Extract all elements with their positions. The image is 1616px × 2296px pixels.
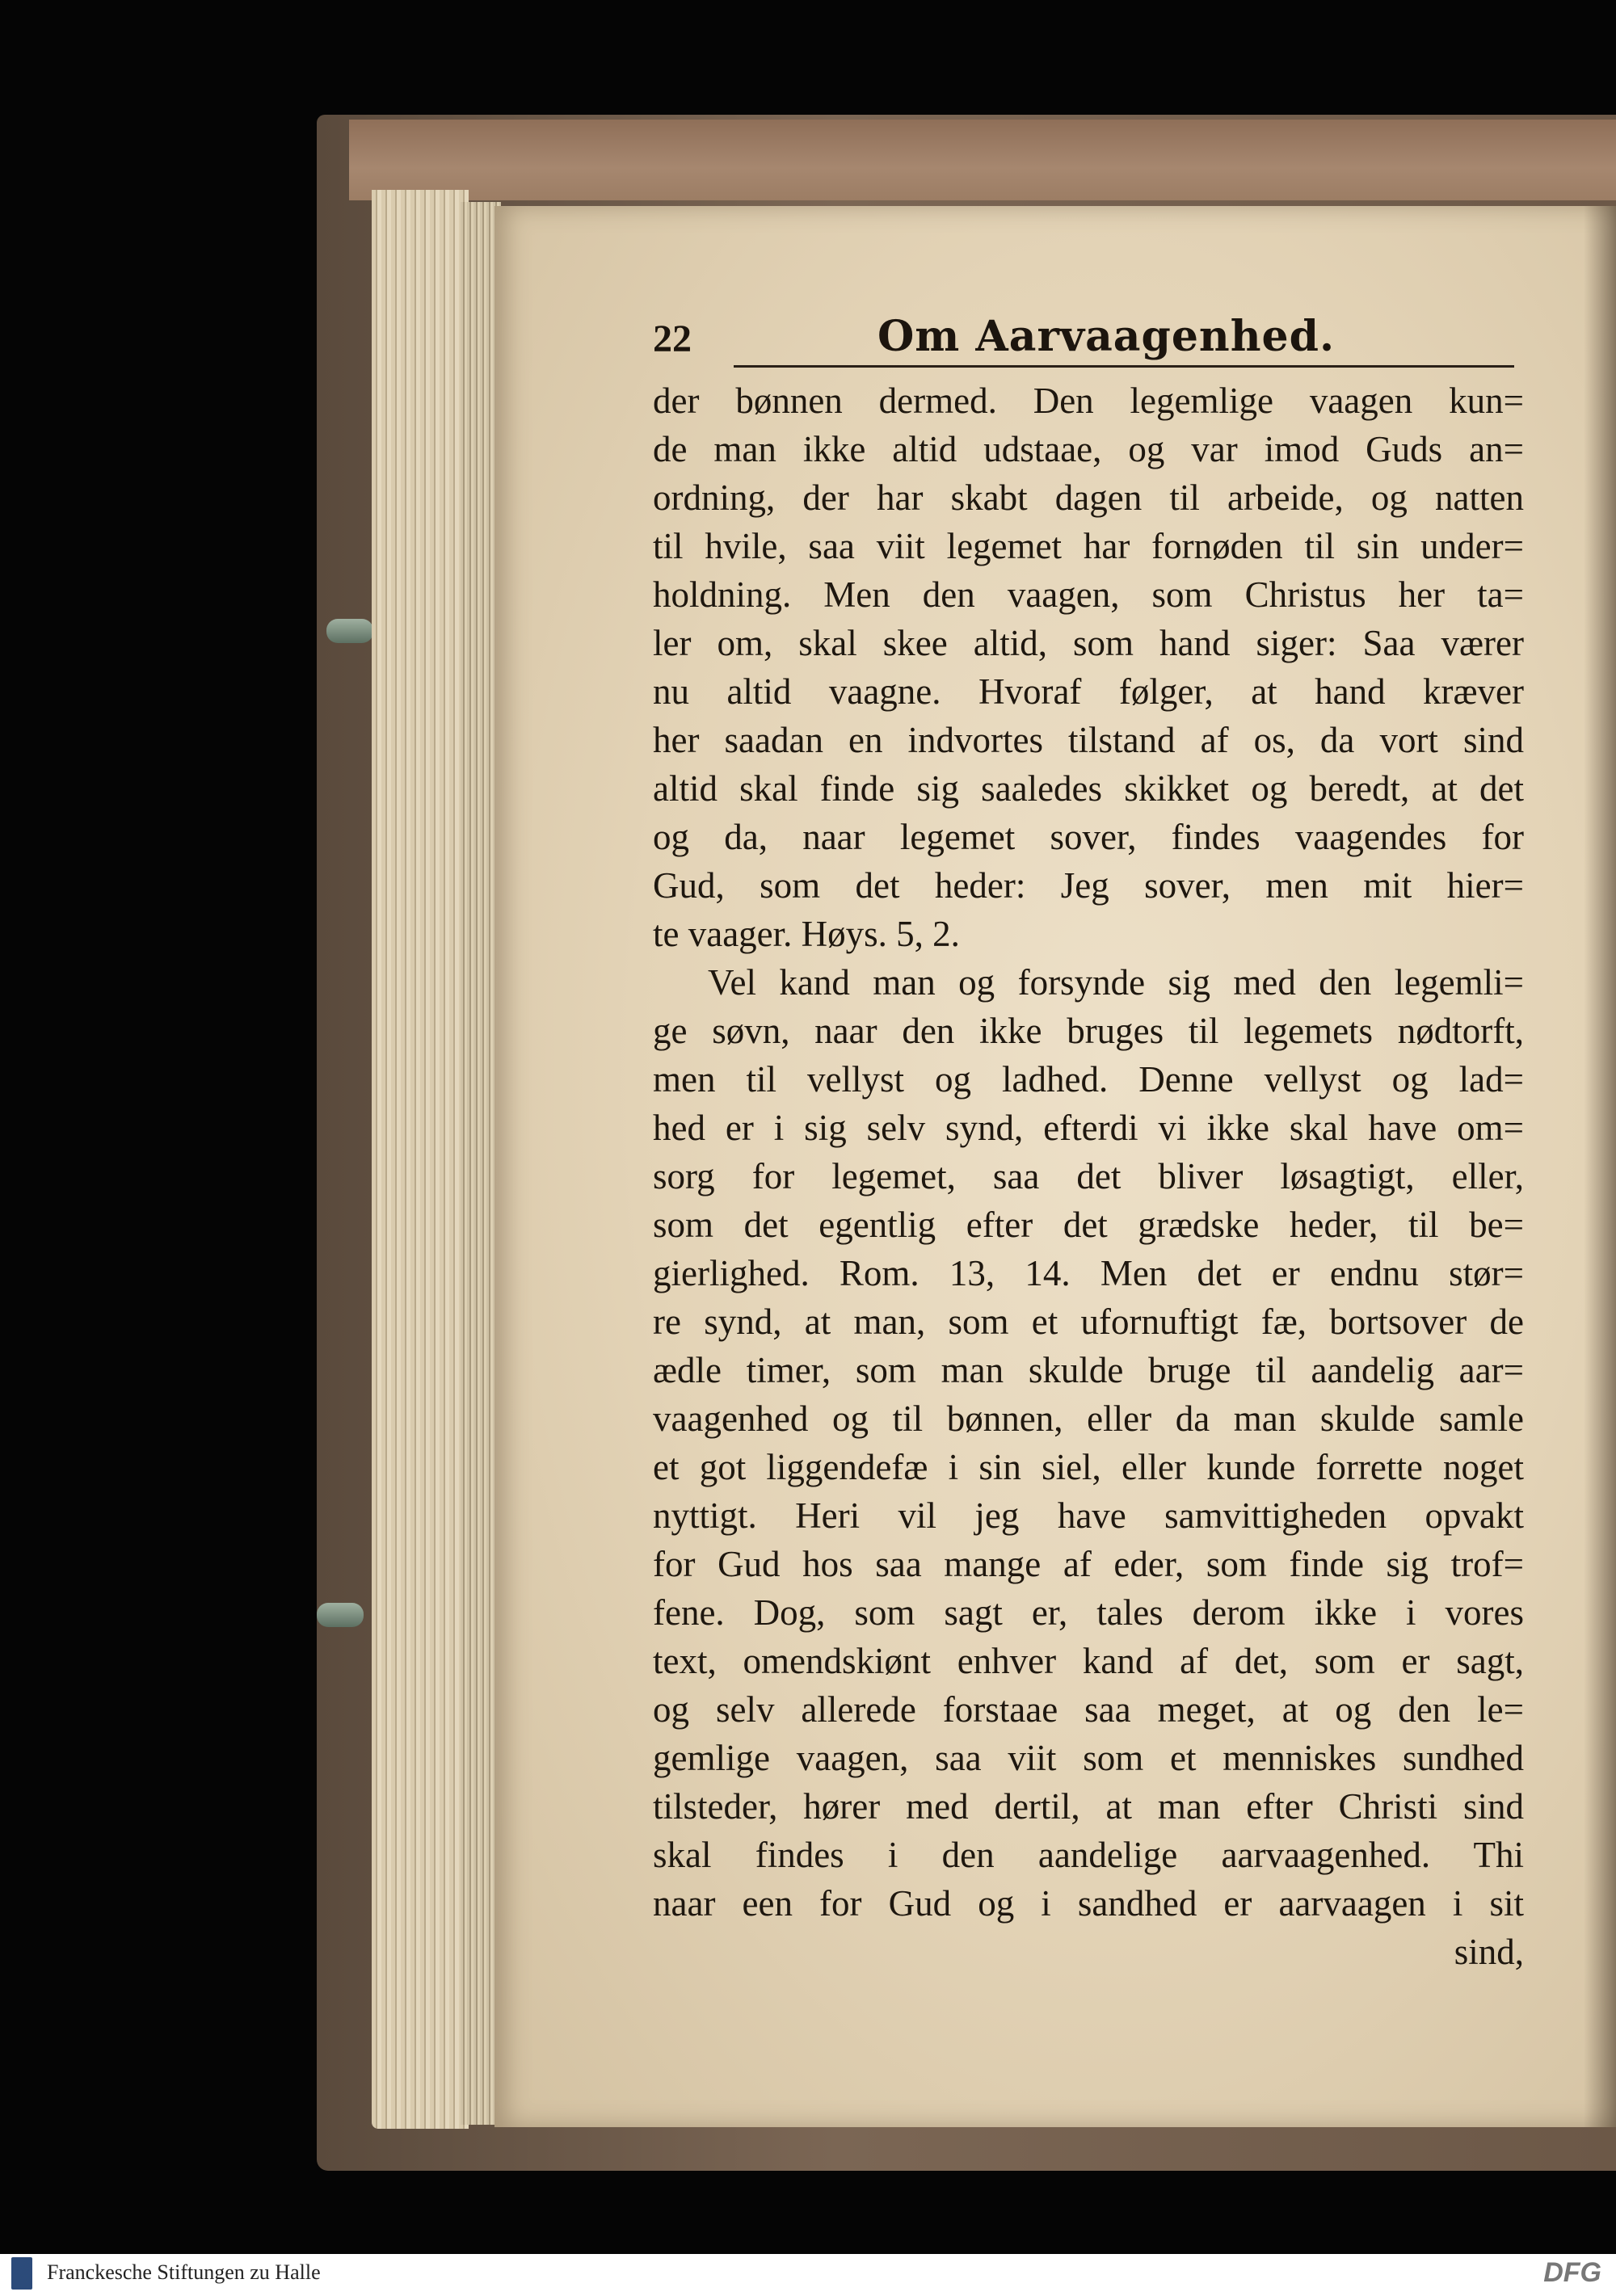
footer-bar — [0, 2254, 1616, 2296]
text-line: Gud, som det heder: Jeg sover, men mit hier= — [653, 865, 1524, 906]
text-line: Vel kand man og forsynde sig med den legemli= — [708, 962, 1524, 1003]
text-line: re synd, at man, som et ufornuftigt fæ, bortsover de — [653, 1301, 1524, 1342]
running-head — [653, 312, 1516, 375]
text-line: te vaager. Høys. 5, 2. — [653, 914, 960, 954]
text-line: tilsteder, hører med dertil, at man efter Christi sind — [653, 1786, 1524, 1827]
page-title: Om Aarvaagenhed. — [877, 312, 1336, 361]
institution-logo-icon — [11, 2257, 32, 2290]
text-line: nyttigt. Heri vil jeg have samvittigheden opvakt — [653, 1495, 1524, 1536]
text-line: der bønnen dermed. Den legemlige vaagen kun= — [653, 381, 1524, 421]
text-line: som det egentlig efter det grædske heder, til be= — [653, 1205, 1524, 1245]
text-line: de man ikke altid udstaae, og var imod Guds an= — [653, 429, 1524, 469]
text-line: text, omendskiønt enhver kand af det, som er sagt, — [653, 1641, 1524, 1681]
text-line: vaagenhed og til bønnen, eller da man skulde samle — [653, 1398, 1524, 1439]
text-line: naar een for Gud og i sandhed er aarvaagen i sit — [653, 1883, 1524, 1924]
text-line: et got liggendefæ i sin siel, eller kunde forrette noget — [653, 1447, 1524, 1487]
text-line: og da, naar legemet sover, findes vaagendes for — [653, 817, 1524, 857]
page-block-edge — [372, 190, 469, 2129]
page-gutter-shadow — [1584, 206, 1616, 2127]
page-number: 22 — [653, 317, 692, 360]
book-cover-top-edge — [349, 120, 1616, 200]
text-line: sorg for legemet, saa det bliver løsagtigt, eller, — [653, 1156, 1524, 1196]
text-line: for Gud hos saa mange af eder, som finde sig trof= — [653, 1544, 1524, 1584]
text-line: fene. Dog, som sagt er, tales derom ikke i vores — [653, 1592, 1524, 1633]
text-line: hed er i sig selv synd, efterdi vi ikke skal have om= — [653, 1108, 1524, 1148]
clasp-top — [326, 619, 373, 643]
text-line: ge søvn, naar den ikke bruges til legemets nødtorft, — [653, 1011, 1524, 1051]
text-line: til hvile, saa viit legemet har fornøden til sin under= — [653, 526, 1524, 566]
text-line: nu altid vaagne. Hvoraf følger, at hand kræver — [653, 671, 1524, 712]
clasp-bottom — [317, 1603, 364, 1627]
text-line: her saadan en indvortes tilstand af os, da vort sind — [653, 720, 1524, 760]
text-line: men til vellyst og ladhed. Denne vellyst og lad= — [653, 1059, 1524, 1100]
text-line: gemlige vaagen, saa viit som et menniskes sundhed — [653, 1738, 1524, 1778]
text-line: og selv allerede forstaae saa meget, at og den le= — [653, 1689, 1524, 1730]
text-line: ordning, der har skabt dagen til arbeide, og natten — [653, 477, 1524, 518]
text-line: skal findes i den aandelige aarvaagenhed. Thi — [653, 1835, 1524, 1875]
text-line: ler om, skal skee altid, som hand siger: Saa værer — [653, 623, 1524, 663]
catchword: sind, — [1454, 1932, 1524, 1972]
header-rule — [734, 365, 1514, 368]
body-text — [653, 376, 1524, 1976]
text-line: holdning. Men den vaagen, som Christus her ta= — [653, 574, 1524, 615]
text-line: ædle timer, som man skulde bruge til aandelig aar= — [653, 1350, 1524, 1390]
dfg-logo: DFG — [1543, 2257, 1601, 2288]
institution-name: Franckesche Stiftungen zu Halle — [47, 2260, 321, 2284]
text-line: gierlighed. Rom. 13, 14. Men det er endnu stør= — [653, 1253, 1524, 1293]
text-line: altid skal finde sig saaledes skikket og beredt, at det — [653, 768, 1524, 809]
